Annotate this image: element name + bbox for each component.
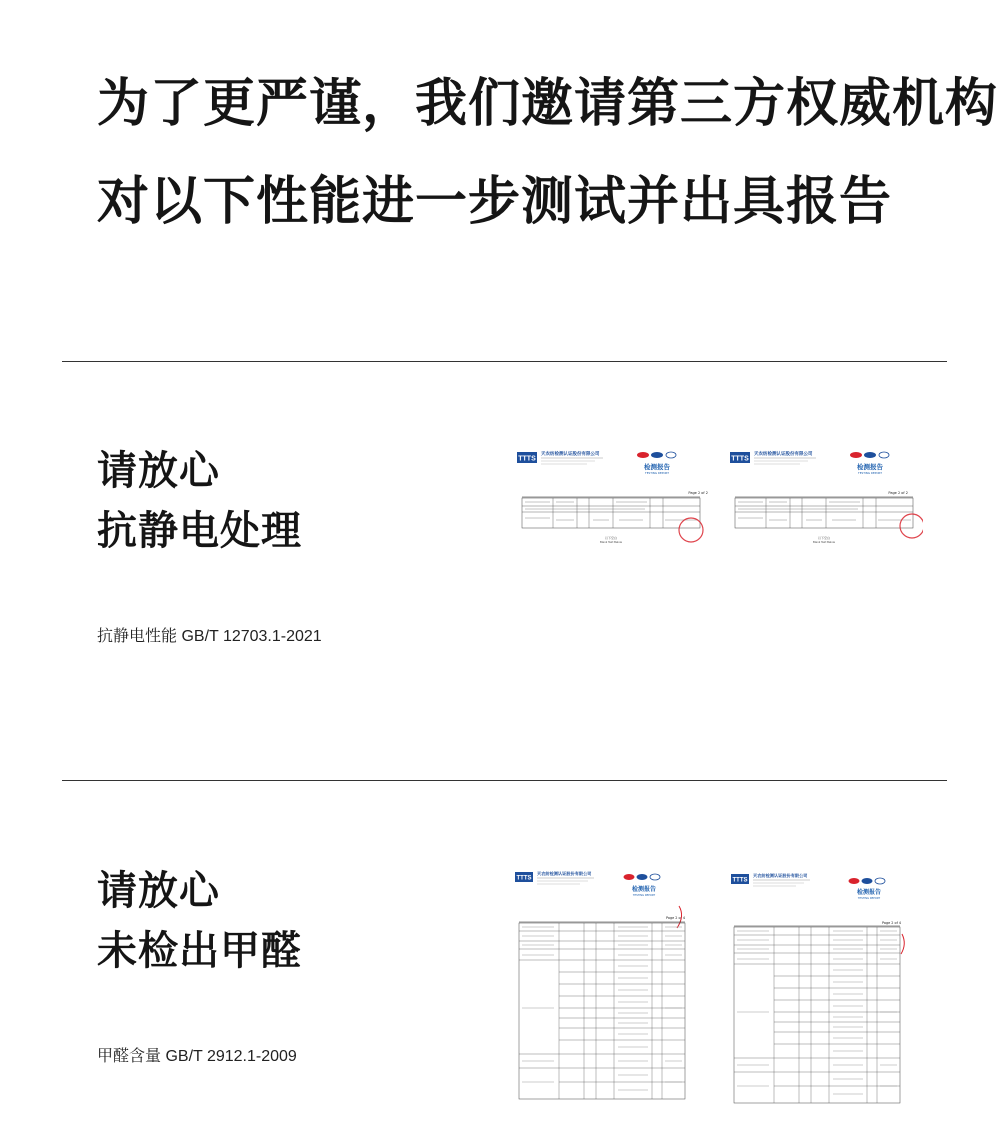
test-report-thumbnail (730, 870, 910, 1106)
report-title: 检测报告 (857, 463, 883, 471)
section-2-title-line-1: 请放心 (97, 868, 220, 914)
report-title-en: TESTING REPORT (857, 897, 881, 900)
report-page-2a (514, 868, 694, 1104)
report-title: 检测报告 (631, 886, 657, 893)
report-logo: TTTS (732, 877, 748, 884)
report-title-en: TESTING REPORT (858, 471, 882, 475)
report-footer-en: Blank Text Below (600, 541, 622, 544)
report-logo: TTTS (731, 455, 749, 463)
divider (62, 361, 947, 362)
report-page-number: Page 2 of 4 (665, 916, 685, 920)
section-1-title-line-1: 请放心 (97, 448, 220, 494)
report-company: 天农纺检测认证股份有限公司 (541, 452, 600, 457)
section-1-title-line-2: 抗静电处理 (97, 508, 302, 554)
section-1-standard: 抗静电性能 GB/T 12703.1-2021 (97, 628, 322, 645)
report-page-1a (515, 446, 710, 556)
report-company: 天农纺检测认证股份有限公司 (537, 871, 592, 876)
section-2-standard: 甲醛含量 GB/T 2912.1-2009 (97, 1048, 297, 1065)
report-title-en: TESTING REPORT (632, 894, 656, 897)
report-logo: TTTS (518, 455, 536, 463)
report-title: 检测报告 (856, 889, 882, 896)
headline-line-2: 对以下性能进一步测试并出具报告 (97, 172, 893, 232)
report-company: 天农纺检测认证股份有限公司 (753, 873, 808, 878)
test-report-thumbnail (515, 446, 710, 556)
report-company: 天农纺检测认证股份有限公司 (754, 452, 813, 457)
report-footer: 以下空白 (604, 536, 618, 540)
test-report-thumbnail (728, 446, 923, 556)
report-page-2b (730, 870, 910, 1106)
section-2-title-line-2: 未检出甲醛 (97, 928, 302, 974)
report-title: 检测报告 (644, 463, 670, 471)
report-page-number: Page 2 of 2 (888, 491, 908, 495)
report-page-1b (728, 446, 923, 556)
report-footer: 以下空白 (817, 536, 831, 540)
report-title-en: TESTING REPORT (645, 471, 669, 475)
stamp-icon (679, 518, 703, 542)
report-logo: TTTS (516, 875, 532, 882)
report-page-number: Page 2 of 2 (688, 491, 708, 495)
divider (62, 780, 947, 781)
report-footer-en: Blank Text Below (813, 541, 835, 544)
headline-line-1: 为了更严谨，我们邀请第三方权威机构 (97, 74, 999, 134)
stamp-icon (900, 514, 923, 538)
test-report-thumbnail (514, 868, 694, 1104)
report-page-number: Page 2 of 4 (881, 921, 901, 925)
stamp-icon (901, 934, 904, 954)
